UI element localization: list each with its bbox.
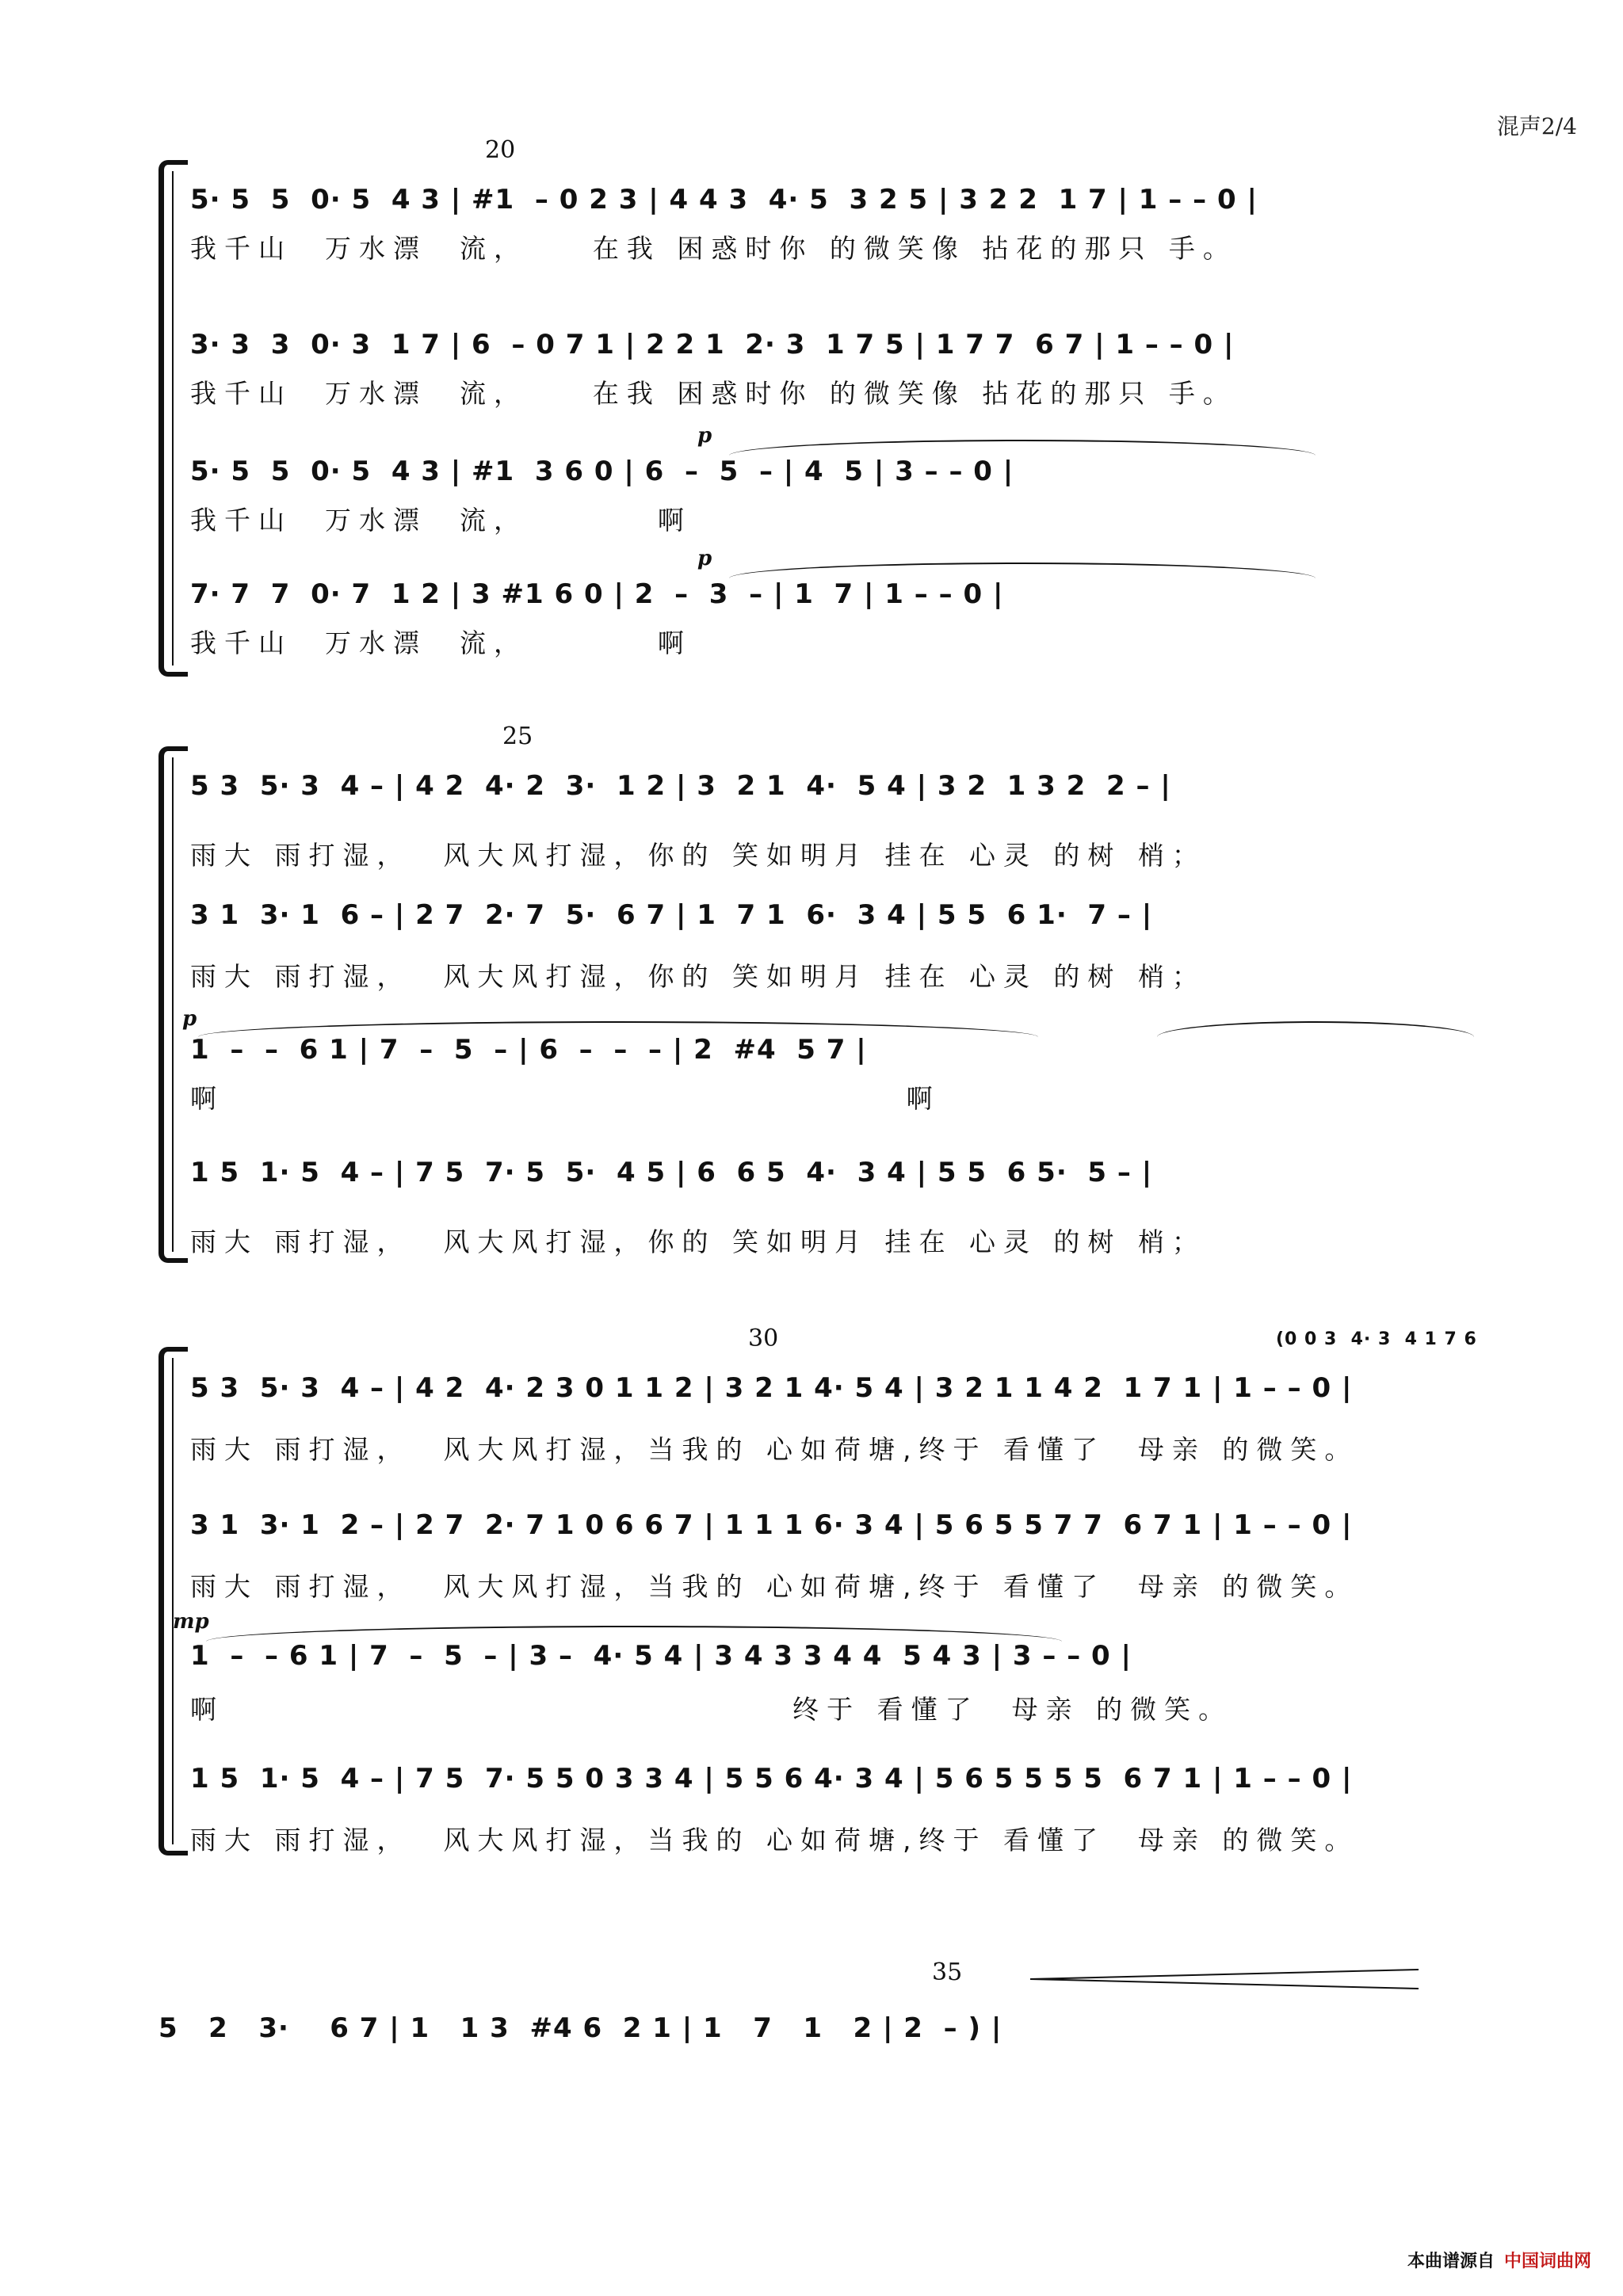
notation-line: 1 – – 6 1 | 7 – 5 – | 3 – 4· 5 4 | 3 4 3 3 4 4 5 4 3 | 3 – – 0 | (190, 1640, 1132, 1672)
system-brace (158, 1347, 188, 1855)
voice-part-4 (190, 547, 1482, 658)
voice-part-4 (190, 1755, 1482, 1855)
voice-part-3 (173, 1610, 1482, 1725)
voice-part-3 (190, 424, 1482, 536)
measure-number: 30 (748, 1325, 779, 1352)
page-label: 混声2/4 (1496, 113, 1577, 139)
slur (729, 563, 1316, 578)
voice-part-2 (190, 891, 1482, 992)
slur (1157, 1021, 1474, 1037)
lyric-line: 雨大 雨打湿， 风大风打湿，你的 笑如明月 挂在 心灵 的树 梢； (190, 1226, 1206, 1257)
measure-number: 25 (502, 723, 533, 750)
system-brace (158, 160, 188, 677)
lyric-line: 雨大 雨打湿， 风大风打湿，你的 笑如明月 挂在 心灵 的树 梢； (190, 840, 1206, 871)
lyric-line: 我千山 万水漂 流， 啊 (190, 627, 692, 658)
voice-part-4 (190, 1149, 1482, 1257)
dynamic-mark: p (697, 547, 712, 570)
notation-line: 3· 3 3 0· 3 1 7 | 6 – 0 7 1 | 2 2 1 2· 3 1 7 5 | 1 7 7 6 7 | 1 – – 0 | (190, 329, 1235, 360)
notation-line: 5· 5 5 0· 5 4 3 | #1 3 6 0 | 6 – 5 – | 4 5 | 3 – – 0 | (190, 456, 1014, 487)
dynamic-mark: p (182, 1007, 197, 1031)
instrumental-part (158, 2004, 1450, 2068)
lyric-line: 我千山 万水漂 流， 啊 (190, 505, 692, 536)
measure-number: 35 (932, 1958, 963, 1986)
footer-brand[interactable]: 中国词曲网 (1503, 2252, 1591, 2271)
notation-line: 1 5 1· 5 4 – | 7 5 7· 5 5· 4 5 | 6 6 5 4· 3 4 | 5 5 6 5· 5 – | (190, 1157, 1153, 1188)
lyric-line: 啊 终于 看懂了 母亲 的微笑。 (190, 1694, 1233, 1725)
notation-line: 1 5 1· 5 4 – | 7 5 7· 5 5 0 3 3 4 | 5 5 6 4· 3 4 | 5 6 5 5 5 5 6 7 1 | 1 – – 0 | (190, 1763, 1353, 1794)
dynamic-mark: p (697, 424, 712, 448)
notation-line: 5· 5 5 0· 5 4 3 | #1 – 0 2 3 | 4 4 3 4· 5 3 2 5 | 3 2 2 1 7 | 1 – – 0 | (190, 184, 1258, 215)
slur (206, 1626, 1062, 1642)
lyric-line: 雨大 雨打湿， 风大风打湿，当我的 心如荷塘,终于 看懂了 母亲 的微笑。 (190, 1434, 1359, 1465)
notation-line: 3 1 3· 1 2 – | 2 7 2· 7 1 0 6 6 7 | 1 1 1 6· 3 4 | 5 6 5 5 7 7 6 7 1 | 1 – – 0 | (190, 1509, 1353, 1541)
lyric-line: 我千山 万水漂 流， 在我 困惑时你 的微笑像 拈花的那只 手。 (190, 378, 1237, 409)
lyric-line: 雨大 雨打湿， 风大风打湿，你的 笑如明月 挂在 心灵 的树 梢； (190, 961, 1206, 992)
notation-line: 5 3 5· 3 4 – | 4 2 4· 2 3 0 1 1 2 | 3 2 1 4· 5 4 | 3 2 1 1 4 2 1 7 1 | 1 – – 0 | (190, 1372, 1353, 1404)
notation-line: 5 3 5· 3 4 – | 4 2 4· 2 3· 1 2 | 3 2 1 4· 5 4 | 3 2 1 3 2 2 – | (190, 770, 1171, 802)
voice-part-3 (182, 1007, 1482, 1114)
footer-credit (1407, 2248, 1591, 2272)
lyric-line: 我千山 万水漂 流， 在我 困惑时你 的微笑像 拈花的那只 手。 (190, 233, 1237, 264)
lyric-line: 雨大 雨打湿， 风大风打湿，当我的 心如荷塘,终于 看懂了 母亲 的微笑。 (190, 1825, 1359, 1855)
lyric-line: 啊 啊 (190, 1083, 941, 1114)
voice-part-2 (190, 1501, 1482, 1602)
voice-part-1 (190, 1364, 1482, 1465)
slur (729, 440, 1316, 456)
lyric-line: 雨大 雨打湿， 风大风打湿，当我的 心如荷塘,终于 看懂了 母亲 的微笑。 (190, 1571, 1359, 1602)
system-brace (158, 746, 188, 1263)
voice-part-1 (190, 762, 1482, 871)
notation-line: 7· 7 7 0· 7 1 2 | 3 #1 6 0 | 2 – 3 – | 1 7 | 1 – – 0 | (190, 578, 1004, 610)
measure-number: 20 (485, 136, 516, 164)
cue-annotation: (0 0 3 4· 3 4 1 7 6 (1276, 1329, 1477, 1349)
voice-part-1 (190, 176, 1482, 264)
footer-source-text: 本曲谱源自 (1407, 2252, 1495, 2271)
dynamic-mark: mp (173, 1610, 209, 1634)
voice-part-2 (190, 321, 1482, 409)
crescendo-hairpin (1030, 1963, 1426, 1995)
notation-line: 5 2 3· 6 7 | 1 1 3 #4 6 2 1 | 1 7 1 2 | 2 – ) | (158, 2012, 1002, 2044)
notation-line: 1 – – 6 1 | 7 – 5 – | 6 – – – | 2 #4 5 7 | (190, 1034, 867, 1066)
notation-line: 3 1 3· 1 6 – | 2 7 2· 7 5· 6 7 | 1 7 1 6· 3 4 | 5 5 6 1· 7 – | (190, 899, 1153, 931)
